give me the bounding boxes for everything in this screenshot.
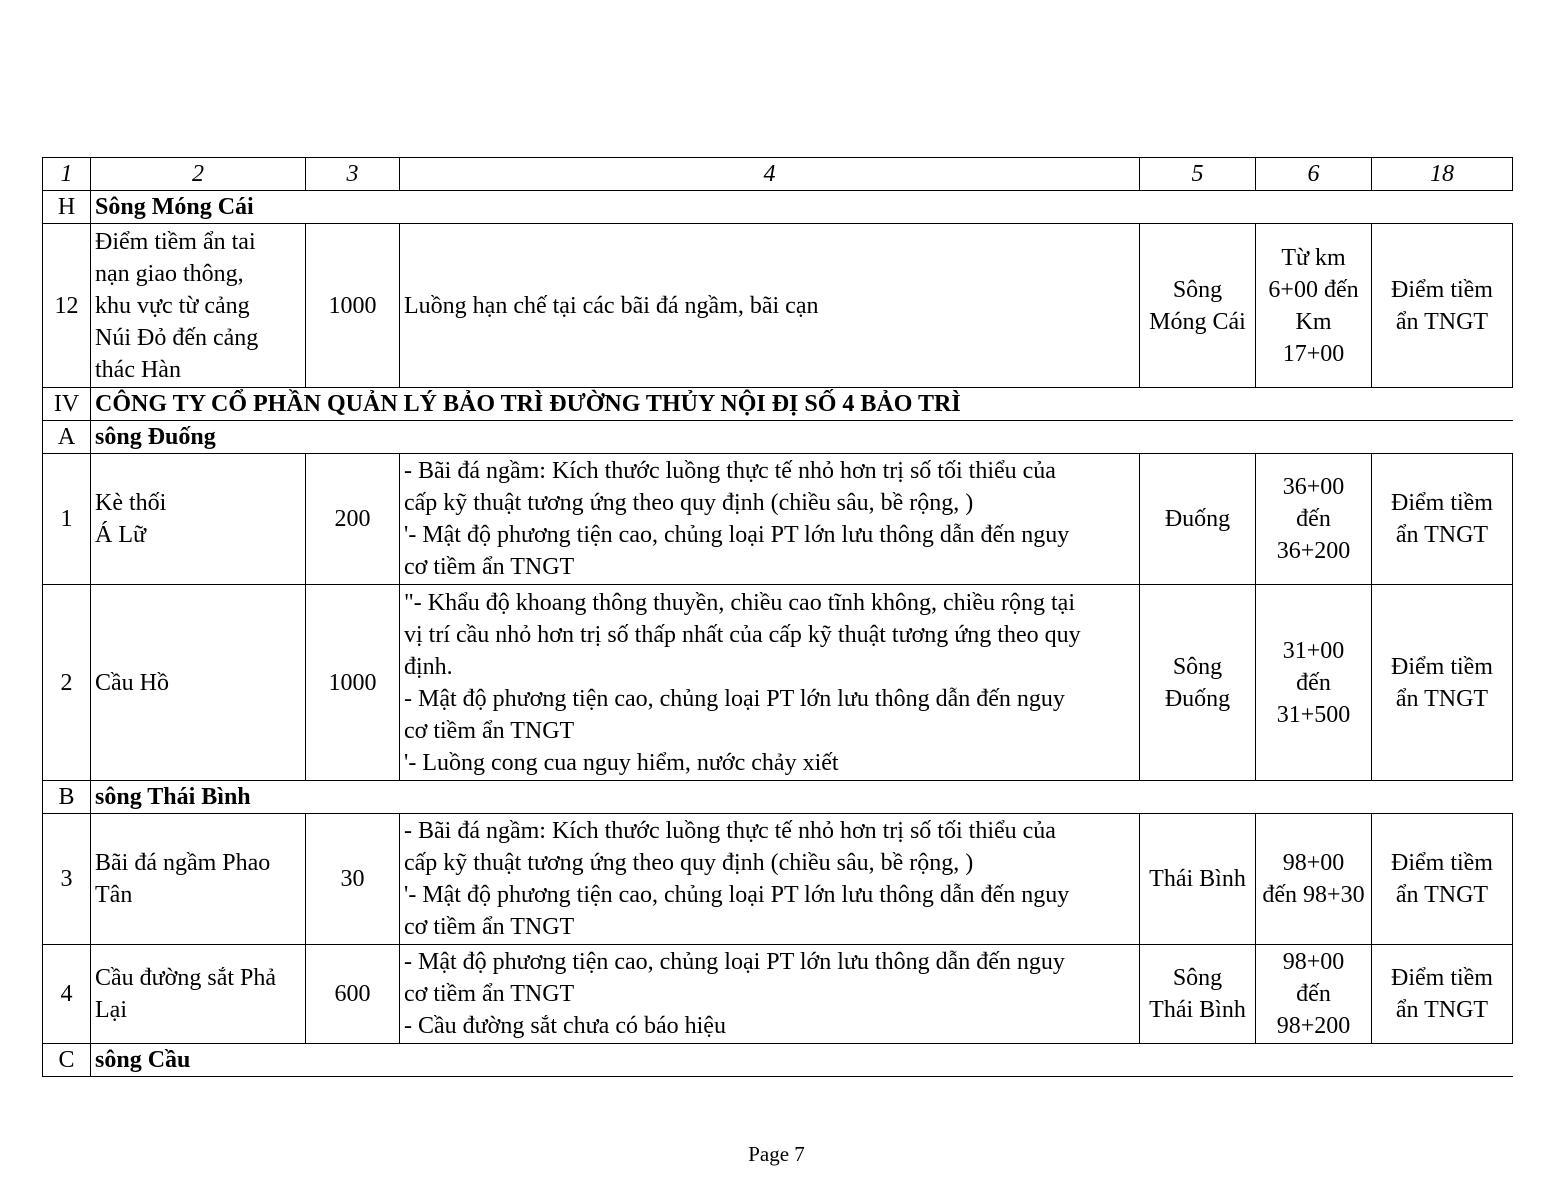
table-row — [43, 814, 1513, 945]
col-number: 4 — [400, 158, 1140, 191]
section-title: sông Cầu — [91, 1044, 1513, 1077]
section-row — [43, 191, 1513, 224]
section-row — [43, 388, 1513, 421]
hazard-description: Luồng hạn chế tại các bãi đá ngầm, bãi cạn — [400, 224, 1140, 388]
hazard-length: 1000 — [306, 224, 400, 388]
section-title: sông Đuống — [91, 421, 1513, 454]
hazard-name: Kè thối Á Lữ — [91, 454, 306, 585]
col-number: 6 — [1256, 158, 1372, 191]
hazard-name: Cầu đường sắt Phả Lại — [91, 945, 306, 1044]
river-name: Đuống — [1140, 454, 1256, 585]
section-code: A — [43, 421, 91, 454]
row-number: 3 — [43, 814, 91, 945]
section-title: Sông Móng Cái — [91, 191, 1513, 224]
table-row — [43, 945, 1513, 1044]
section-title: sông Thái Bình — [91, 781, 1513, 814]
river-name: Sông Móng Cái — [1140, 224, 1256, 388]
page-footer: Page 7 — [748, 1142, 805, 1166]
km-range: 31+00 đến 31+500 — [1256, 585, 1372, 781]
hazard-length: 600 — [306, 945, 400, 1044]
table-row — [43, 585, 1513, 781]
section-code: IV — [43, 388, 91, 421]
section-code: H — [43, 191, 91, 224]
row-number: 12 — [43, 224, 91, 388]
col-number: 1 — [43, 158, 91, 191]
hazard-description: "- Khẩu độ khoang thông thuyền, chiều cao tĩnh không, chiều rộng tại vị trí cầu nhỏ hơn trị số thấp nhất của cấp kỹ thuật tương ứng theo quy định. - Mật độ phương tiện cao, chủng loại PT lớn lưu thông dẫn đến nguy cơ tiềm ẩn TNGT '- Luồng cong cua nguy hiểm, nước chảy xiết — [400, 585, 1140, 781]
hazard-name: Bãi đá ngầm Phao Tân — [91, 814, 306, 945]
hazard-length: 1000 — [306, 585, 400, 781]
table-row — [43, 224, 1513, 388]
hazard-length: 30 — [306, 814, 400, 945]
river-name: Sông Đuống — [1140, 585, 1256, 781]
hazard-name: Cầu Hồ — [91, 585, 306, 781]
hazard-note: Điểm tiềm ẩn TNGT — [1372, 945, 1513, 1044]
hazard-description: - Bãi đá ngầm: Kích thước luồng thực tế nhỏ hơn trị số tối thiểu của cấp kỹ thuật tương ứng theo quy định (chiều sâu, bề rộng, ) '- Mật độ phương tiện cao, chủng loại PT lớn lưu thông dẫn đến nguy cơ tiềm ẩn TNGT — [400, 454, 1140, 585]
hazard-note: Điểm tiềm ẩn TNGT — [1372, 814, 1513, 945]
section-row — [43, 421, 1513, 454]
km-range: 98+00 đến 98+200 — [1256, 945, 1372, 1044]
table-body — [43, 158, 1513, 1077]
km-range: 36+00 đến 36+200 — [1256, 454, 1372, 585]
hazard-note: Điểm tiềm ẩn TNGT — [1372, 224, 1513, 388]
section-code: B — [43, 781, 91, 814]
river-name: Sông Thái Bình — [1140, 945, 1256, 1044]
section-row — [43, 781, 1513, 814]
col-number: 18 — [1372, 158, 1513, 191]
row-number: 2 — [43, 585, 91, 781]
table-row — [43, 454, 1513, 585]
col-number: 5 — [1140, 158, 1256, 191]
hazard-length: 200 — [306, 454, 400, 585]
section-code: C — [43, 1044, 91, 1077]
hazard-name: Điểm tiềm ẩn tai nạn giao thông, khu vực từ cảng Núi Đỏ đến cảng thác Hàn — [91, 224, 306, 388]
hazard-note: Điểm tiềm ẩn TNGT — [1372, 454, 1513, 585]
col-number: 2 — [91, 158, 306, 191]
section-title: CÔNG TY CỔ PHẦN QUẢN LÝ BẢO TRÌ ĐƯỜNG THỦY NỘI ĐỊ SỐ 4 BẢO TRÌ — [91, 388, 1513, 421]
km-range: Từ km 6+00 đến Km 17+00 — [1256, 224, 1372, 388]
col-number: 3 — [306, 158, 400, 191]
hazard-table — [42, 157, 1513, 1077]
km-range: 98+00 đến 98+30 — [1256, 814, 1372, 945]
hazard-description: - Mật độ phương tiện cao, chủng loại PT lớn lưu thông dẫn đến nguy cơ tiềm ẩn TNGT - Cầu đường sắt chưa có báo hiệu — [400, 945, 1140, 1044]
column-number-row — [43, 158, 1513, 191]
row-number: 1 — [43, 454, 91, 585]
hazard-note: Điểm tiềm ẩn TNGT — [1372, 585, 1513, 781]
river-name: Thái Bình — [1140, 814, 1256, 945]
section-row — [43, 1044, 1513, 1077]
hazard-description: - Bãi đá ngầm: Kích thước luồng thực tế nhỏ hơn trị số tối thiểu của cấp kỹ thuật tương ứng theo quy định (chiều sâu, bề rộng, ) '- Mật độ phương tiện cao, chủng loại PT lớn lưu thông dẫn đến nguy cơ tiềm ẩn TNGT — [400, 814, 1140, 945]
row-number: 4 — [43, 945, 91, 1044]
